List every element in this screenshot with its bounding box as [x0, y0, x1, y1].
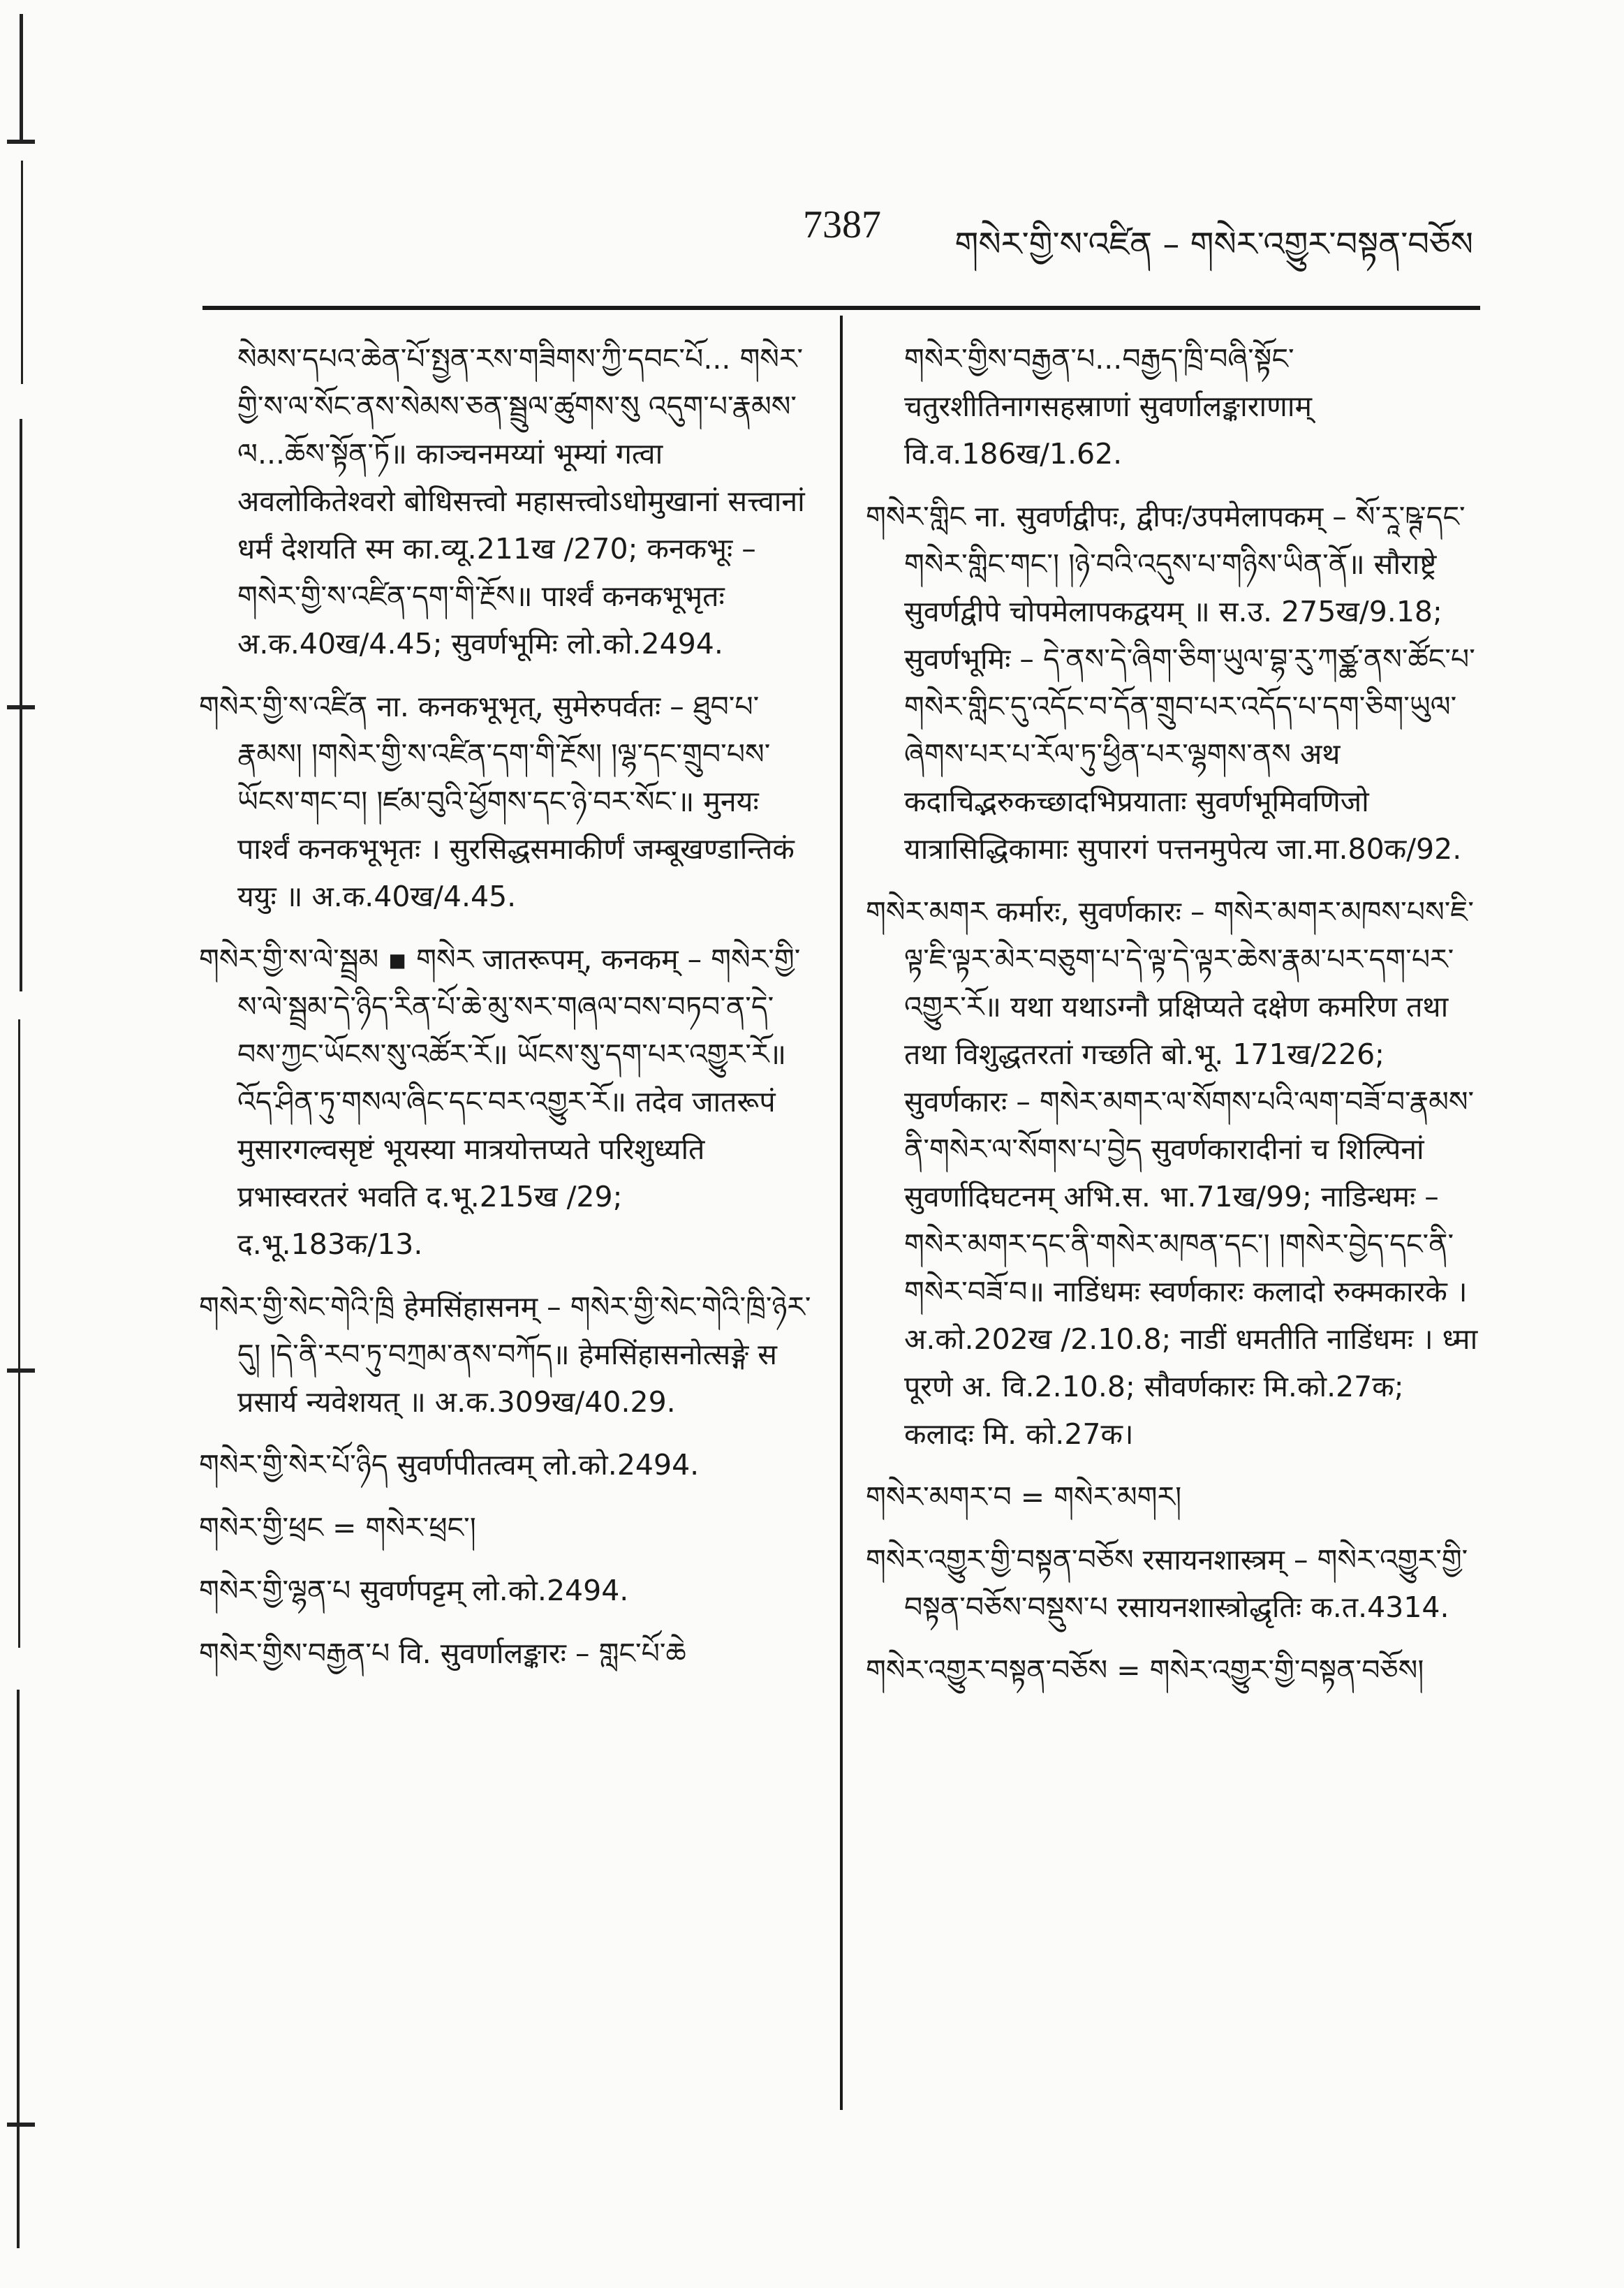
dictionary-entry: གསེར་གྱིས་བརྒྱན་པ...བརྒྱད་ཁྲི་བཞི་སྟོང་ चतुरशीतिनागसहस्राणां सुवर्णालङ्काराणाम् वि.व.186ख/1.62.	[904, 342, 1312, 471]
dictionary-entry: གསེར་མགར་བ = གསེར་མགར།	[866, 1480, 1182, 1514]
scan-edge-tick	[7, 2123, 35, 2127]
header-rule	[202, 306, 1480, 310]
dictionary-entry: སེམས་དཔའ་ཆེན་པོ་སྤྱན་རས་གཟིགས་ཀྱི་དབང་པོ... གསེར་གྱི་ས་ལ་སོང་ནས་སེམས་ཅན་སྦྲུལ་ཚུགས་སུ འདུག་པ་རྣམས་ལ...ཆོས་སྟོན་ཏོ॥ काञ्चनमय्यां भूम्यां गत्वा अवलोकितेश्वरो बोधिसत्त्वो महासत्त्वोऽधोमुखानां सत्त्वानां धर्मं देशयति स्म का.व्यू.211ख /270; कनकभूः – གསེར་གྱི་ས་འཛིན་དག་གི་རྔོས॥ पार्श्वं कनकभूभृतः अ.क.40ख/4.45; सुवर्णभूमिः लो.को.2494.	[237, 342, 805, 660]
dictionary-entry: གསེར་གྱི་ས་འཛིན ना. कनकभूभृत्, सुमेरुपर्वतः – ཐུབ་པ་རྣམས། །གསེར་གྱི་ས་འཛིན་དག་གི་རྔོས། །ལྷ་དང་གྲུབ་པས་ཡོངས་གང་བ། །ཛམ་བུའི་ཕྱོགས་དང་ཉེ་བར་སོང་॥ मुनयः पार्श्वं कनकभूभृतः । सुरसिद्धसमाकीर्णं जम्बूखण्डान्तिकं ययुः ॥ अ.क.40ख/4.45.	[199, 690, 795, 913]
column-divider	[840, 316, 843, 2110]
dictionary-entry: གསེར་གྱི་སེང་གེའི་ཁྲི हेमसिंहासनम् – གསེར་གྱི་སེང་གེའི་ཁྲི་ཉེར་དུ། །དེ་ནི་རབ་ཏུ་བཀྲམ་ནས་བཀོད॥ हेमसिंहासनोत्सङ्गे स प्रसार्य न्यवेशयत् ॥ अ.क.309ख/40.29.	[199, 1290, 811, 1419]
scan-edge-tick	[7, 140, 35, 144]
page-header	[209, 202, 1473, 265]
dictionary-entry: གསེར་གྱི་ས་ལེ་སྦྲམ ▪ གསེར जातरूपम्, कनकम् – གསེར་གྱི་ས་ལེ་སྦྲམ་དེ་ཉིད་རིན་པོ་ཆེ་མུ་སར་གཞལ་བས་བཏབ་ན་དེ་བས་ཀྱང་ཡོངས་སུ་འཚོར་རོ॥ ཡོངས་སུ་དག་པར་འགྱུར་རོ॥ འོད་ཤིན་ཏུ་གསལ་ཞིང་དང་བར་འགྱུར་རོ॥ तदेव जातरूपं मुसारगल्वसृष्टं भूयस्या मात्रयोत्तप्यते परिशुध्यति प्रभास्वरतरं भवति द.भू.215ख /29; द.भू.183क/13.	[199, 943, 801, 1261]
scan-edge-tick	[7, 1368, 35, 1373]
dictionary-entry: གསེར་གྱི་ལྷན་པ सुवर्णपट्टम् लो.को.2494.	[199, 1574, 629, 1607]
scan-edge-tick	[7, 705, 35, 709]
right-column	[866, 335, 1480, 1709]
dictionary-entry: གསེར་འགྱུར་གྱི་བསྟན་བཅོས रसायनशास्त्रम् – གསེར་འགྱུར་གྱི་བསྟན་བཅོས་བསྡུས་པ रसायनशास्त्रोद्धृतिः क.त.4314.	[866, 1543, 1468, 1624]
scan-edge-mark	[18, 1019, 20, 1648]
running-head: གསེར་གྱི་ས་འཛིན – གསེར་འགྱུར་བསྟན་བཅོས	[954, 225, 1473, 264]
dictionary-entry: གསེར་གླིང ना. सुवर्णद्वीपः, द्वीपः/उपमेलापकम् – སོ་རཱ་ཥྚ་དང་གསེར་གླིང་གང་། །ཉེ་བའི་འདུས་པ་གཉིས་ཡིན་ནོ॥ सौराष्ट्रे सुवर्णद्वीपे चोपमेलापकद्वयम् ॥ स.उ. 275ख/9.18; सुवर्णभूमिः – དེ་ནས་དེ་ཞིག་ཅིག་ཡུལ་བྷ་རུ་ཀཙྪ་ནས་ཚོང་པ་གསེར་གླིང་དུ་འདོང་བ་དོན་གྲུབ་པར་འདོད་པ་དག་ཅིག་ཡུལ་ཞེགས་པར་པ་རོལ་ཏུ་ཕྱིན་པར་ལྷགས་ནས अथ कदाचिद्भरुकच्छादभिप्रयाताः सुवर्णभूमिवणिजो यात्रासिद्धिकामाः सुपारगं पत्तनमुपेत्य जा.मा.80क/92.	[866, 500, 1475, 866]
left-column	[199, 335, 813, 1692]
dictionary-entry: གསེར་གྱིས་བརྒྱན་པ वि. सुवर्णालङ्कारः – གླང་པོ་ཆེ	[199, 1637, 686, 1670]
dictionary-entry: གསེར་མགར कर्मारः, सुवर्णकारः – གསེར་མགར་མཁས་པས་ཇི་ལྟ་ཇི་ལྟར་མེར་བཅུག་པ་དེ་ལྟ་དེ་ལྟར་ཆེས་རྣམ་པར་དག་པར་འགྱུར་རོ॥ यथा यथाऽग्नौ प्रक्षिप्यते दक्षेण कमरिण तथा तथा विशुद्धतरतां गच्छति बो.भू. 171ख/226; सुवर्णकारः – གསེར་མགར་ལ་སོགས་པའི་ལག་བཟོ་བ་རྣམས་ནི་གསེར་ལ་སོགས་པ་བྱེད सुवर्णकारादीनां च शिल्पिनां सुवर्णादिघटनम् अभि.स. भा.71ख/99; नाडिन्धमः – གསེར་མགར་དང་ནི་གསེར་མཁན་དང་། །གསེར་བྱེད་དང་ནི་གསེར་བཟོ་བ॥ नाडिंधमः स्वर्णकारः कलादो रुक्मकारके । अ.को.202ख /2.10.8; नाडीं धमतीति नाडिंधमः । ध्मा पूरणे अ. वि.2.10.8; सौवर्णकारः मि.को.27क; कलादः मि. को.27क।	[866, 895, 1478, 1451]
dictionary-entry: གསེར་གྱི་སེར་པོ་ཉིད सुवर्णपीतत्वम् लो.को.2494.	[199, 1448, 700, 1482]
page-number: 7387	[803, 203, 881, 246]
scan-edge-mark	[17, 1690, 20, 2248]
dictionary-entry: གསེར་འགྱུར་བསྟན་བཅོས = གསེར་འགྱུར་གྱི་བསྟན་བཅོས།	[866, 1653, 1424, 1687]
dictionary-entry: གསེར་གྱི་ཕྲང = གསེར་ཕྲང་།	[199, 1511, 476, 1544]
scan-edge-mark	[21, 161, 23, 384]
scan-edge-mark	[20, 14, 23, 140]
